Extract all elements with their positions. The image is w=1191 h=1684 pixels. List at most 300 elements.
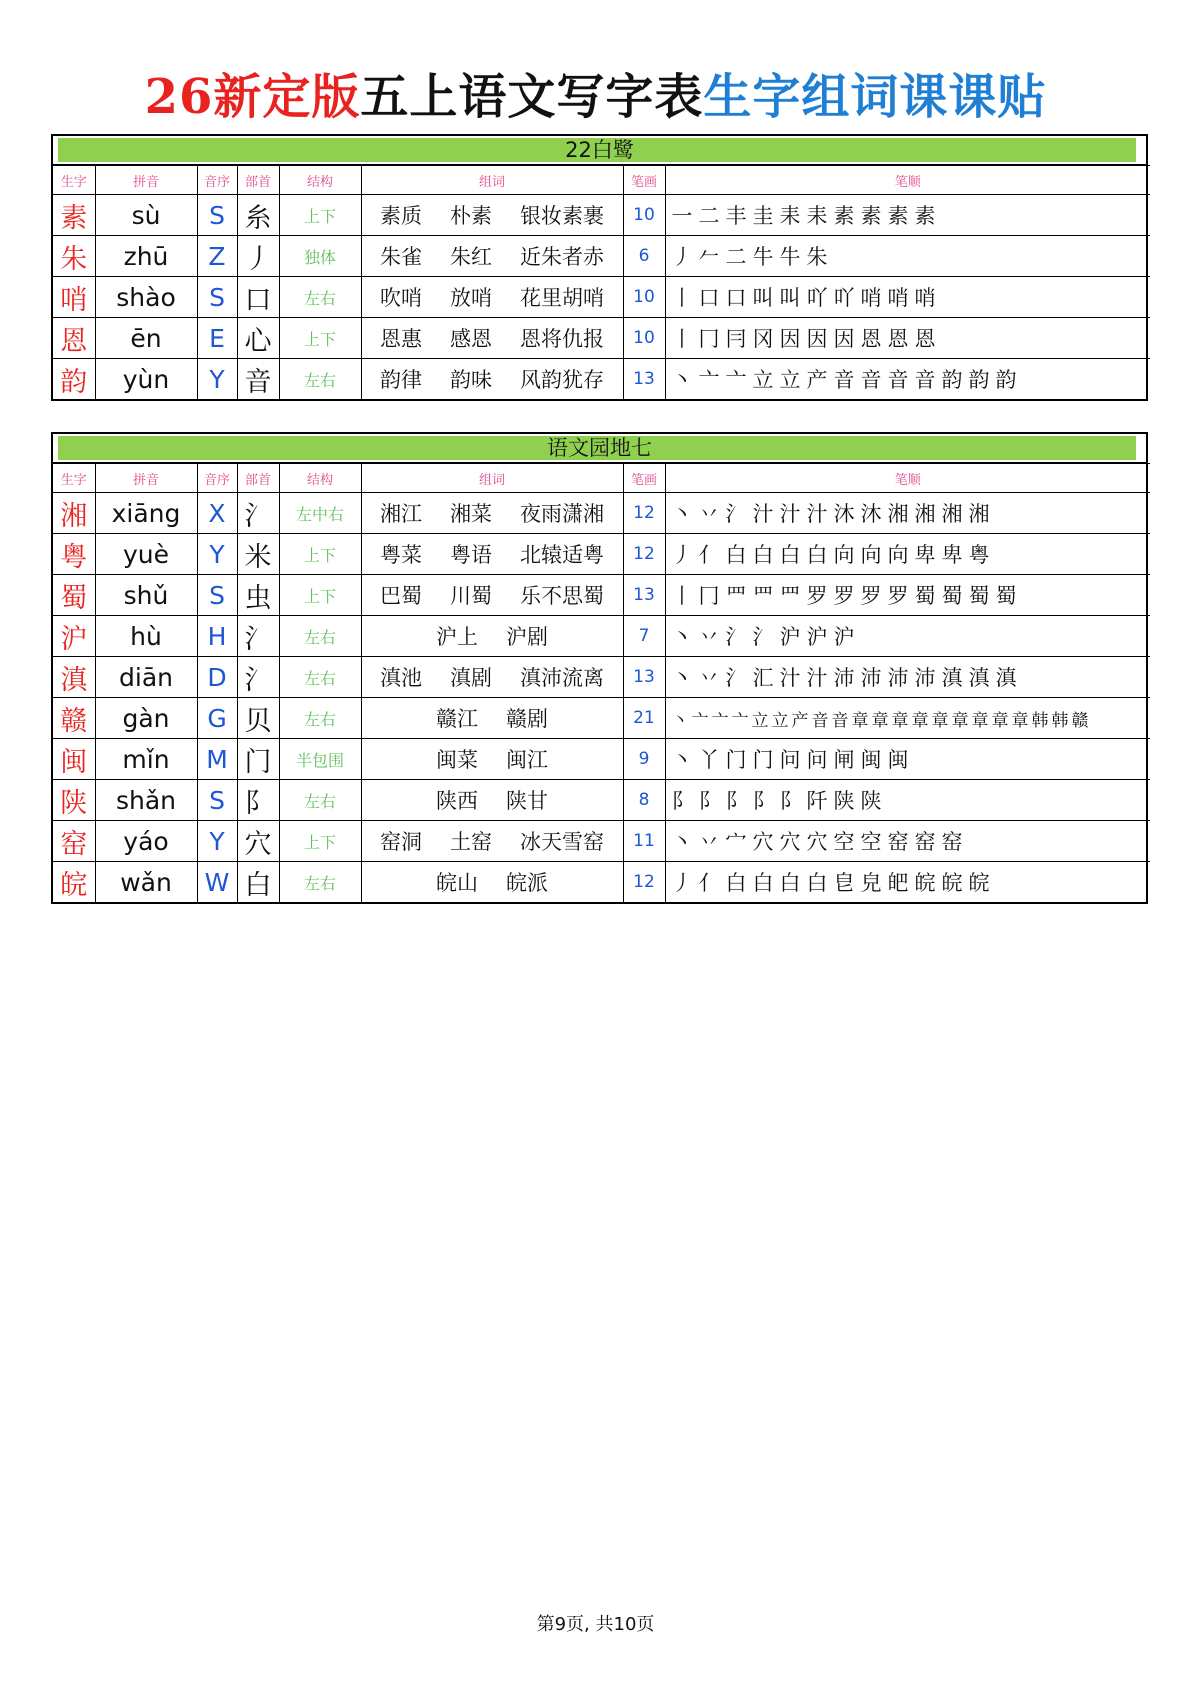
stroke-step: 哨: [914, 286, 936, 310]
column-header-row: [53, 166, 1150, 195]
structure-cell: 左右: [279, 698, 361, 739]
stroke-step: 白: [752, 543, 774, 567]
pinyin-cell: yùn: [95, 359, 197, 400]
word-item: 近朱者赤: [520, 245, 604, 269]
character-cell: 恩: [53, 318, 95, 359]
stroke-step: 沛: [833, 666, 855, 690]
stroke-step: 丶: [671, 625, 693, 649]
stroke-step: 闸: [833, 748, 855, 772]
word-item: 吹哨: [380, 286, 422, 310]
col-header-pinyin: 拼音: [95, 166, 197, 195]
stroke-step: 湘: [968, 502, 990, 526]
pinyin-cell: yuè: [95, 534, 197, 575]
stroke-step: 冈: [752, 327, 774, 351]
stroke-count-cell: 6: [623, 236, 665, 277]
stroke-step: 丨: [671, 584, 693, 608]
pinyin-cell: shào: [95, 277, 197, 318]
stroke-step: 沐: [833, 502, 855, 526]
pinyin-cell: shǎn: [95, 780, 197, 821]
stroke-step: 穴: [806, 830, 828, 854]
col-header-count: 笔画: [623, 464, 665, 493]
stroke-step: 素: [833, 204, 855, 228]
stroke-step: 宀: [725, 830, 747, 854]
stroke-step: 产: [806, 368, 828, 392]
word-item: 皖派: [506, 871, 548, 895]
stroke-step: 丶: [671, 710, 689, 731]
stroke-step: 白: [779, 543, 801, 567]
stroke-step: 汇: [752, 666, 774, 690]
stroke-step: 沪: [806, 625, 828, 649]
stroke-order-cell: [665, 698, 1150, 739]
stroke-step: 牛: [779, 245, 801, 269]
stroke-step: 阝: [698, 789, 720, 813]
word-item: 银妆素裹: [520, 204, 604, 228]
stroke-step: 向: [833, 543, 855, 567]
stroke-step: 阝: [725, 789, 747, 813]
stroke-step: 素: [860, 204, 882, 228]
col-header-order: 音序: [197, 166, 237, 195]
stroke-count-cell: 21: [623, 698, 665, 739]
col-header-pinyin: 拼音: [95, 464, 197, 493]
order-letter-cell: G: [197, 698, 237, 739]
stroke-count-cell: 7: [623, 616, 665, 657]
stroke-step: 音: [811, 710, 829, 731]
stroke-count-cell: 13: [623, 575, 665, 616]
stroke-step: 韵: [968, 368, 990, 392]
order-letter-cell: S: [197, 575, 237, 616]
table-row: [53, 821, 1150, 862]
structure-cell: 上下: [279, 821, 361, 862]
stroke-step: 白: [779, 871, 801, 895]
stroke-step: 章: [931, 710, 949, 731]
order-letter-cell: S: [197, 780, 237, 821]
stroke-step: 湘: [887, 502, 909, 526]
stroke-step: 牛: [752, 245, 774, 269]
stroke-count-cell: 12: [623, 534, 665, 575]
words-cell: [361, 493, 623, 534]
character-cell: 湘: [53, 493, 95, 534]
word-item: 朴素: [450, 204, 492, 228]
stroke-step: 口: [725, 286, 747, 310]
stroke-step: 沛: [860, 666, 882, 690]
stroke-step: 白: [806, 543, 828, 567]
table-row: [53, 195, 1150, 236]
stroke-step: 二: [698, 204, 720, 228]
col-header-char: 生字: [53, 166, 95, 195]
stroke-step: 皖: [914, 871, 936, 895]
word-item: 闽菜: [436, 748, 478, 772]
words-cell: [361, 739, 623, 780]
stroke-step: 皅: [887, 871, 909, 895]
order-letter-cell: H: [197, 616, 237, 657]
word-item: 土窑: [450, 830, 492, 854]
stroke-step: 丿: [671, 245, 693, 269]
stroke-step: 陕: [833, 789, 855, 813]
stroke-step: 耒: [779, 204, 801, 228]
stroke-order-cell: [665, 821, 1150, 862]
stroke-step: 音: [860, 368, 882, 392]
stroke-step: 向: [860, 543, 882, 567]
structure-cell: 左右: [279, 616, 361, 657]
character-cell: 陕: [53, 780, 95, 821]
word-item: 陕甘: [506, 789, 548, 813]
table-row: [53, 359, 1150, 400]
word-item: 赣剧: [506, 707, 548, 731]
stroke-step: 丰: [725, 204, 747, 228]
stroke-order-cell: [665, 493, 1150, 534]
words-cell: [361, 318, 623, 359]
stroke-order-cell: [665, 657, 1150, 698]
order-letter-cell: X: [197, 493, 237, 534]
words-cell: [361, 821, 623, 862]
stroke-step: 汁: [779, 502, 801, 526]
stroke-step: 滇: [968, 666, 990, 690]
table-row: [53, 277, 1150, 318]
col-header-words: 组词: [361, 166, 623, 195]
stroke-step: 白: [752, 871, 774, 895]
stroke-step: 汁: [779, 666, 801, 690]
table-row: [53, 616, 1150, 657]
word-item: 皖山: [436, 871, 478, 895]
stroke-step: 阝: [752, 789, 774, 813]
word-item: 川蜀: [450, 584, 492, 608]
page-title: [0, 58, 1191, 127]
pinyin-cell: shǔ: [95, 575, 197, 616]
stroke-order-cell: [665, 739, 1150, 780]
stroke-step: 二: [725, 245, 747, 269]
words-cell: [361, 236, 623, 277]
stroke-step: 恩: [887, 327, 909, 351]
stroke-step: 穴: [779, 830, 801, 854]
stroke-step: 因: [833, 327, 855, 351]
stroke-step: 沛: [887, 666, 909, 690]
lesson-title: 语文园地七: [547, 436, 652, 460]
stroke-step: 氵: [725, 666, 747, 690]
stroke-step: 湘: [941, 502, 963, 526]
radical-cell: 糸: [237, 195, 279, 236]
pinyin-cell: wǎn: [95, 862, 197, 903]
radical-cell: 穴: [237, 821, 279, 862]
stroke-step: 丷: [698, 502, 720, 526]
word-item: 乐不思蜀: [520, 584, 604, 608]
stroke-step: 氵: [725, 502, 747, 526]
stroke-step: 空: [860, 830, 882, 854]
stroke-step: 吖: [806, 286, 828, 310]
stroke-step: 因: [779, 327, 801, 351]
structure-cell: 左右: [279, 862, 361, 903]
stroke-step: 圭: [752, 204, 774, 228]
stroke-step: 卑: [941, 543, 963, 567]
stroke-step: 丶: [671, 748, 693, 772]
lesson-table: [51, 134, 1148, 401]
word-item: 朱红: [450, 245, 492, 269]
order-letter-cell: Y: [197, 821, 237, 862]
structure-cell: 左右: [279, 277, 361, 318]
stroke-step: 章: [991, 710, 1009, 731]
table-row: [53, 657, 1150, 698]
stroke-step: 朱: [806, 245, 828, 269]
word-item: 粤语: [450, 543, 492, 567]
stroke-step: 湘: [914, 502, 936, 526]
pinyin-cell: zhū: [95, 236, 197, 277]
stroke-count-cell: 11: [623, 821, 665, 862]
stroke-step: 亠: [711, 710, 729, 731]
radical-cell: 米: [237, 534, 279, 575]
lesson-header: [53, 434, 1146, 463]
title-part-black: 五上语文写字表: [360, 69, 704, 125]
col-header-structure: 结构: [279, 464, 361, 493]
stroke-step: 素: [914, 204, 936, 228]
stroke-step: 一: [671, 204, 693, 228]
stroke-step: 亻: [698, 543, 720, 567]
stroke-order-cell: [665, 616, 1150, 657]
table-row: [53, 534, 1150, 575]
structure-cell: 半包围: [279, 739, 361, 780]
stroke-step: 阝: [779, 789, 801, 813]
stroke-step: 蜀: [968, 584, 990, 608]
word-item: 沪剧: [506, 625, 548, 649]
stroke-step: 章: [891, 710, 909, 731]
word-item: 冰天雪窑: [520, 830, 604, 854]
stroke-step: 白: [725, 871, 747, 895]
character-cell: 窑: [53, 821, 95, 862]
stroke-step: 音: [833, 368, 855, 392]
stroke-step: 恩: [914, 327, 936, 351]
stroke-step: 罗: [860, 584, 882, 608]
structure-cell: 左中右: [279, 493, 361, 534]
stroke-step: 冃: [725, 327, 747, 351]
radical-cell: 阝: [237, 780, 279, 821]
col-header-count: 笔画: [623, 166, 665, 195]
stroke-step: 亠: [725, 368, 747, 392]
word-item: 素质: [380, 204, 422, 228]
pinyin-cell: hù: [95, 616, 197, 657]
word-item: 夜雨潇湘: [520, 502, 604, 526]
stroke-step: 音: [831, 710, 849, 731]
stroke-step: 恩: [860, 327, 882, 351]
stroke-step: 丷: [698, 625, 720, 649]
stroke-count-cell: 8: [623, 780, 665, 821]
stroke-step: 章: [851, 710, 869, 731]
pinyin-cell: diān: [95, 657, 197, 698]
stroke-step: 章: [971, 710, 989, 731]
character-cell: 皖: [53, 862, 95, 903]
word-item: 湘江: [380, 502, 422, 526]
stroke-step: 吖: [833, 286, 855, 310]
structure-cell: 上下: [279, 195, 361, 236]
stroke-step: 罗: [833, 584, 855, 608]
stroke-step: 韵: [995, 368, 1017, 392]
stroke-step: 罗: [887, 584, 909, 608]
stroke-step: 章: [871, 710, 889, 731]
stroke-step: 耒: [806, 204, 828, 228]
character-cell: 蜀: [53, 575, 95, 616]
stroke-step: 韩: [1031, 710, 1049, 731]
order-letter-cell: S: [197, 277, 237, 318]
table-row: [53, 493, 1150, 534]
stroke-step: 章: [1011, 710, 1029, 731]
stroke-step: 丶: [671, 368, 693, 392]
stroke-step: 丫: [698, 748, 720, 772]
words-cell: [361, 862, 623, 903]
stroke-step: 𠂉: [698, 245, 720, 269]
stroke-step: 陕: [860, 789, 882, 813]
stroke-step: 章: [911, 710, 929, 731]
stroke-step: 皃: [860, 871, 882, 895]
stroke-step: 叫: [752, 286, 774, 310]
stroke-step: 沛: [914, 666, 936, 690]
stroke-step: 窑: [887, 830, 909, 854]
stroke-step: 氵: [752, 625, 774, 649]
stroke-step: 丶: [671, 830, 693, 854]
stroke-order-cell: [665, 236, 1150, 277]
col-header-radical: 部首: [237, 166, 279, 195]
col-header-radical: 部首: [237, 464, 279, 493]
stroke-step: 罗: [806, 584, 828, 608]
stroke-order-cell: [665, 780, 1150, 821]
stroke-step: 汁: [752, 502, 774, 526]
stroke-step: 赣: [1071, 710, 1089, 731]
title-part-blue: 生字组词课课贴: [703, 69, 1047, 125]
table-row: [53, 236, 1150, 277]
structure-cell: 左右: [279, 359, 361, 400]
pinyin-cell: ēn: [95, 318, 197, 359]
stroke-order-cell: [665, 534, 1150, 575]
stroke-order-cell: [665, 277, 1150, 318]
stroke-step: 窑: [941, 830, 963, 854]
word-item: 滇剧: [450, 666, 492, 690]
words-cell: [361, 616, 623, 657]
stroke-step: 阡: [806, 789, 828, 813]
stroke-step: 皖: [968, 871, 990, 895]
col-header-words: 组词: [361, 464, 623, 493]
radical-cell: 贝: [237, 698, 279, 739]
character-cell: 粤: [53, 534, 95, 575]
lesson-header: [53, 136, 1146, 165]
stroke-count-cell: 13: [623, 657, 665, 698]
stroke-step: 蜀: [995, 584, 1017, 608]
stroke-step: 罒: [725, 584, 747, 608]
lesson-table: [51, 432, 1148, 904]
words-cell: [361, 780, 623, 821]
stroke-step: 冂: [698, 327, 720, 351]
character-cell: 素: [53, 195, 95, 236]
radical-cell: 口: [237, 277, 279, 318]
stroke-step: 氵: [725, 625, 747, 649]
lesson-title: 22白鹭: [565, 138, 634, 162]
stroke-step: 汁: [806, 502, 828, 526]
stroke-step: 问: [806, 748, 828, 772]
structure-cell: 左右: [279, 657, 361, 698]
col-header-char: 生字: [53, 464, 95, 493]
stroke-step: 韩: [1051, 710, 1069, 731]
stroke-step: 丨: [671, 286, 693, 310]
word-item: 巴蜀: [380, 584, 422, 608]
word-item: 滇沛流离: [520, 666, 604, 690]
order-letter-cell: Y: [197, 359, 237, 400]
structure-cell: 上下: [279, 575, 361, 616]
words-cell: [361, 657, 623, 698]
character-cell: 朱: [53, 236, 95, 277]
stroke-step: 哨: [860, 286, 882, 310]
word-item: 湘菜: [450, 502, 492, 526]
word-item: 花里胡哨: [520, 286, 604, 310]
pinyin-cell: sù: [95, 195, 197, 236]
order-letter-cell: E: [197, 318, 237, 359]
stroke-step: 阝: [671, 789, 693, 813]
stroke-step: 丷: [698, 830, 720, 854]
radical-cell: 虫: [237, 575, 279, 616]
stroke-step: 卑: [914, 543, 936, 567]
pinyin-cell: xiāng: [95, 493, 197, 534]
words-cell: [361, 534, 623, 575]
stroke-step: 窑: [914, 830, 936, 854]
pinyin-cell: mǐn: [95, 739, 197, 780]
stroke-count-cell: 10: [623, 277, 665, 318]
stroke-order-cell: [665, 195, 1150, 236]
stroke-step: 汁: [806, 666, 828, 690]
radical-cell: 心: [237, 318, 279, 359]
words-cell: [361, 698, 623, 739]
order-letter-cell: D: [197, 657, 237, 698]
character-cell: 滇: [53, 657, 95, 698]
stroke-step: 滇: [941, 666, 963, 690]
radical-cell: 门: [237, 739, 279, 780]
stroke-order-cell: [665, 359, 1150, 400]
stroke-step: 闽: [860, 748, 882, 772]
stroke-step: 亠: [698, 368, 720, 392]
table-row: [53, 780, 1150, 821]
stroke-step: 立: [779, 368, 801, 392]
stroke-count-cell: 13: [623, 359, 665, 400]
table-row: [53, 862, 1150, 903]
character-cell: 闽: [53, 739, 95, 780]
order-letter-cell: M: [197, 739, 237, 780]
word-item: 放哨: [450, 286, 492, 310]
order-letter-cell: S: [197, 195, 237, 236]
stroke-step: 罒: [752, 584, 774, 608]
stroke-step: 音: [914, 368, 936, 392]
col-header-structure: 结构: [279, 166, 361, 195]
character-cell: 赣: [53, 698, 95, 739]
stroke-count-cell: 10: [623, 195, 665, 236]
character-cell: 沪: [53, 616, 95, 657]
col-header-strokes: 笔顺: [665, 464, 1150, 493]
col-header-strokes: 笔顺: [665, 166, 1150, 195]
character-cell: 哨: [53, 277, 95, 318]
radical-cell: 氵: [237, 657, 279, 698]
structure-cell: 左右: [279, 780, 361, 821]
word-item: 闽江: [506, 748, 548, 772]
word-item: 风韵犹存: [520, 368, 604, 392]
col-header-order: 音序: [197, 464, 237, 493]
stroke-step: 丿: [671, 871, 693, 895]
word-item: 朱雀: [380, 245, 422, 269]
stroke-step: 白: [806, 871, 828, 895]
stroke-count-cell: 12: [623, 862, 665, 903]
stroke-count-cell: 10: [623, 318, 665, 359]
word-item: 粤菜: [380, 543, 422, 567]
stroke-step: 丶: [671, 666, 693, 690]
stroke-step: 沪: [779, 625, 801, 649]
stroke-step: 皖: [941, 871, 963, 895]
stroke-step: 沐: [860, 502, 882, 526]
stroke-step: 立: [752, 368, 774, 392]
pinyin-cell: gàn: [95, 698, 197, 739]
stroke-count-cell: 12: [623, 493, 665, 534]
table-row: [53, 575, 1150, 616]
stroke-step: 亠: [731, 710, 749, 731]
